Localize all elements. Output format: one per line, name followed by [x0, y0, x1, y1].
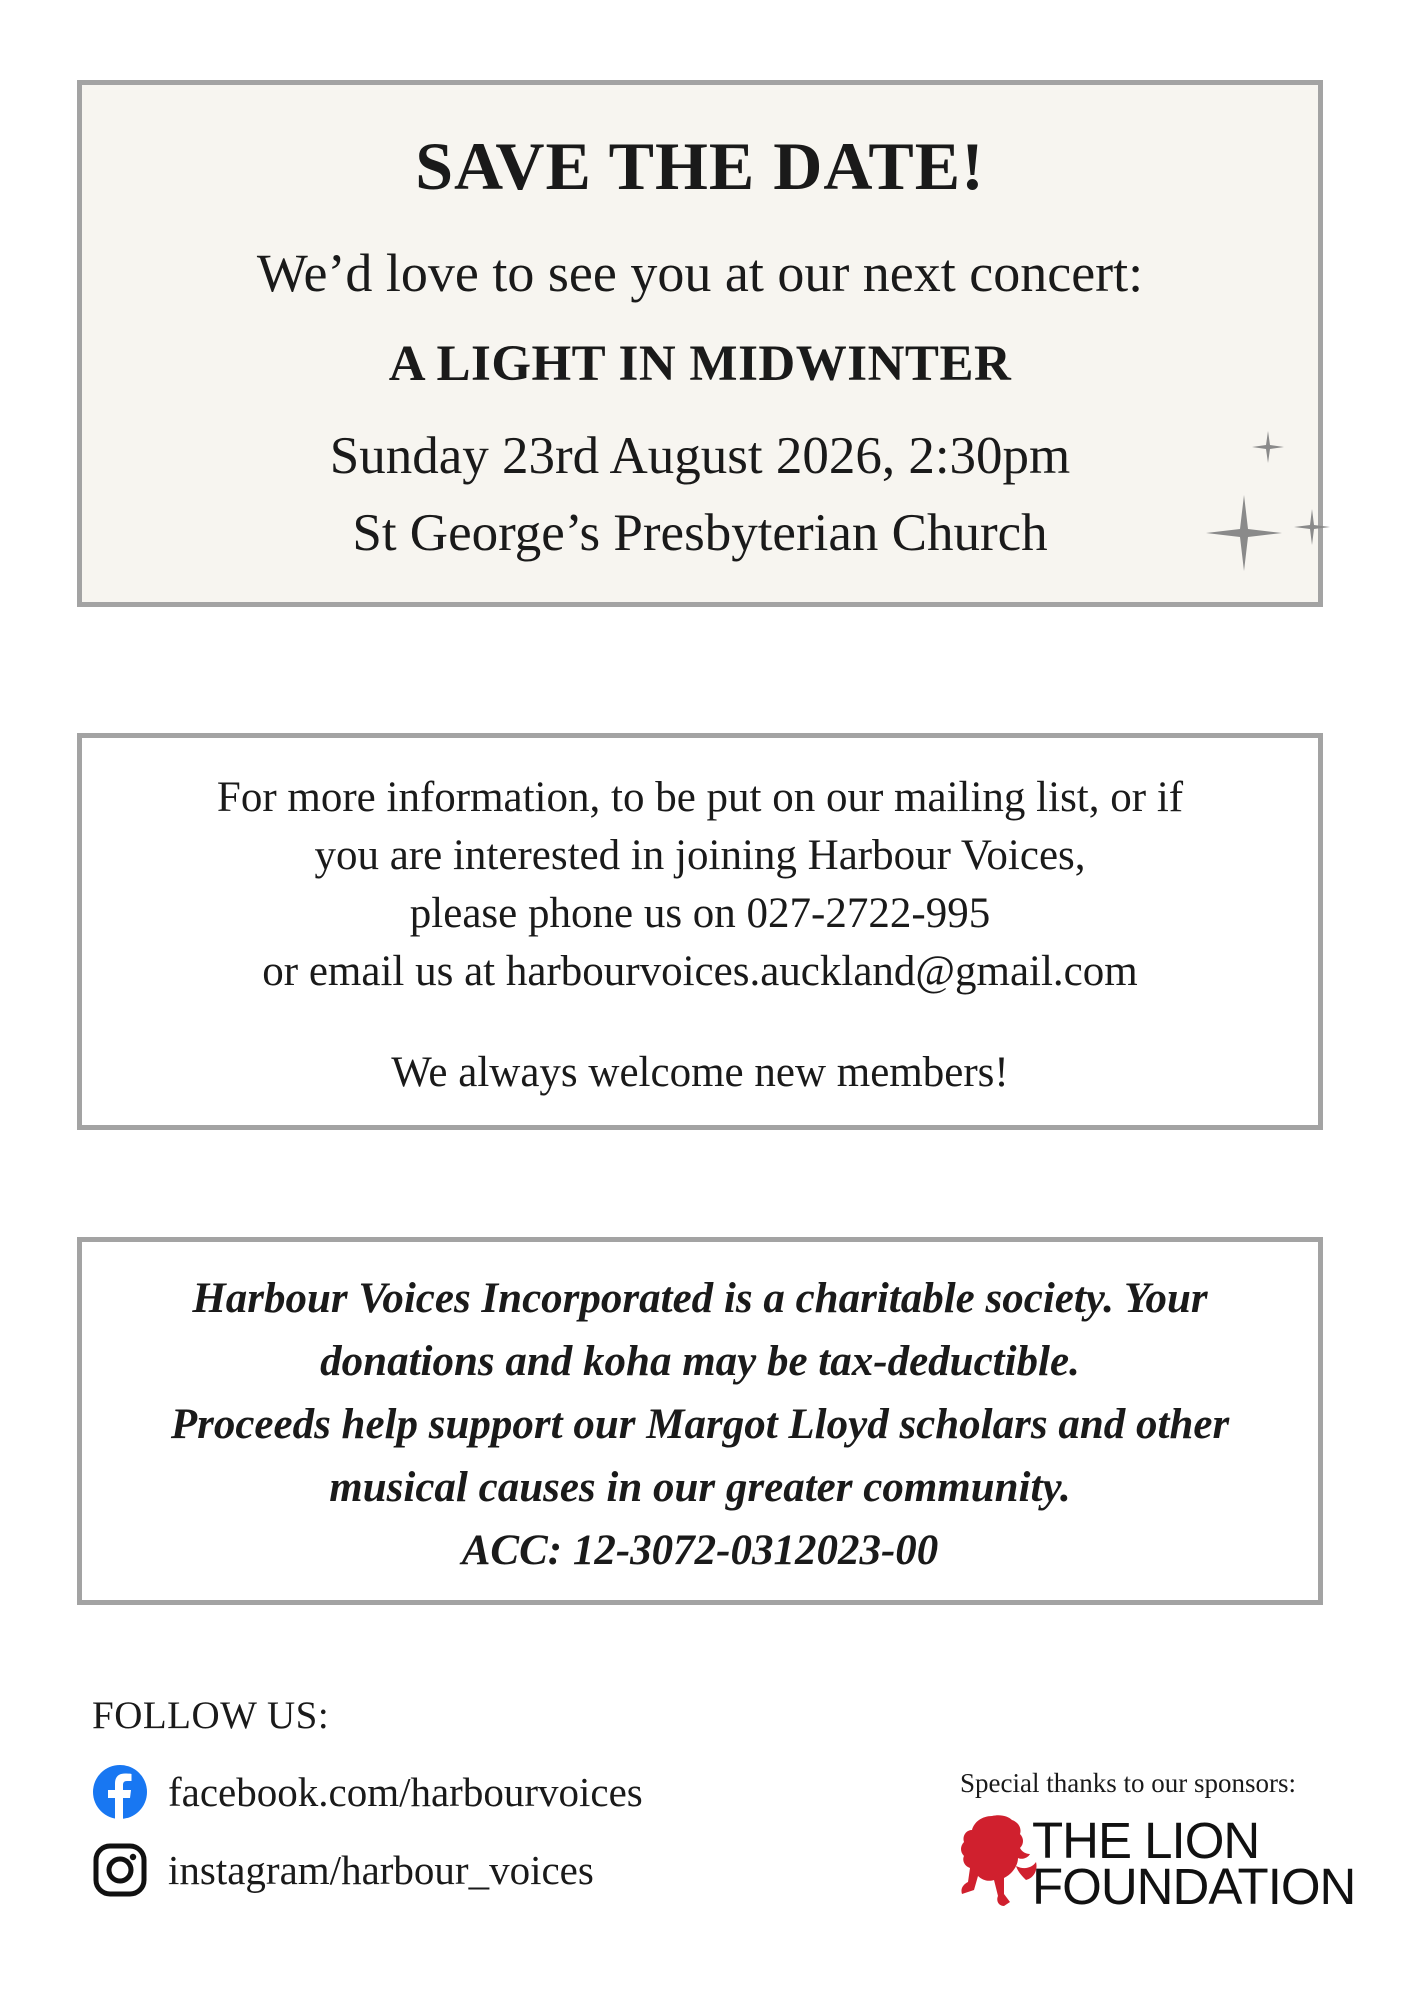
- instagram-handle: instagram/harbour_voices: [168, 1847, 594, 1893]
- sponsors-label: Special thanks to our sponsors:: [960, 1768, 1296, 1798]
- welcome-line: We always welcome new members!: [391, 1049, 1009, 1096]
- contact-info-box: [77, 733, 1323, 1130]
- charity-line-4: musical causes in our greater community.: [329, 1464, 1071, 1511]
- lion-logo-line-2: FOUNDATION: [1032, 1858, 1356, 1915]
- lion-logo-line-1: THE LION: [1032, 1812, 1260, 1869]
- charity-line-2: donations and koha may be tax-deductible.: [320, 1338, 1080, 1385]
- concert-name: A LIGHT IN MIDWINTER: [388, 336, 1012, 392]
- email-line: or email us at harbourvoices.auckland@gmail.com: [262, 948, 1138, 995]
- concert-venue: St George’s Presbyterian Church: [352, 504, 1048, 562]
- follow-us-heading: FOLLOW US:: [92, 1694, 330, 1737]
- instagram-link[interactable]: [92, 1842, 594, 1898]
- facebook-link[interactable]: [92, 1764, 643, 1820]
- save-the-date-box: [77, 80, 1323, 607]
- phone-line: please phone us on 027-2722-995: [409, 890, 991, 937]
- facebook-url: facebook.com/harbourvoices: [168, 1769, 643, 1815]
- charity-info-box: [77, 1237, 1323, 1605]
- charity-line-1: Harbour Voices Incorporated is a charitable society. Your: [192, 1275, 1208, 1322]
- concert-datetime: Sunday 23rd August 2026, 2:30pm: [329, 427, 1071, 485]
- charity-line-3: Proceeds help support our Margot Lloyd scholars and other: [170, 1401, 1230, 1448]
- info-line-2: you are interested in joining Harbour Voices,: [314, 832, 1086, 879]
- concert-intro: We’d love to see you at our next concert:: [256, 243, 1144, 303]
- instagram-icon: [92, 1842, 148, 1898]
- info-line-1: For more information, to be put on our mailing list, or if: [216, 774, 1184, 821]
- facebook-icon: [92, 1764, 148, 1820]
- save-the-date-heading: SAVE THE DATE!: [415, 128, 985, 204]
- sparkles-icon: [1172, 425, 1372, 585]
- bank-account: ACC: 12-3072-0312023-00: [461, 1527, 939, 1574]
